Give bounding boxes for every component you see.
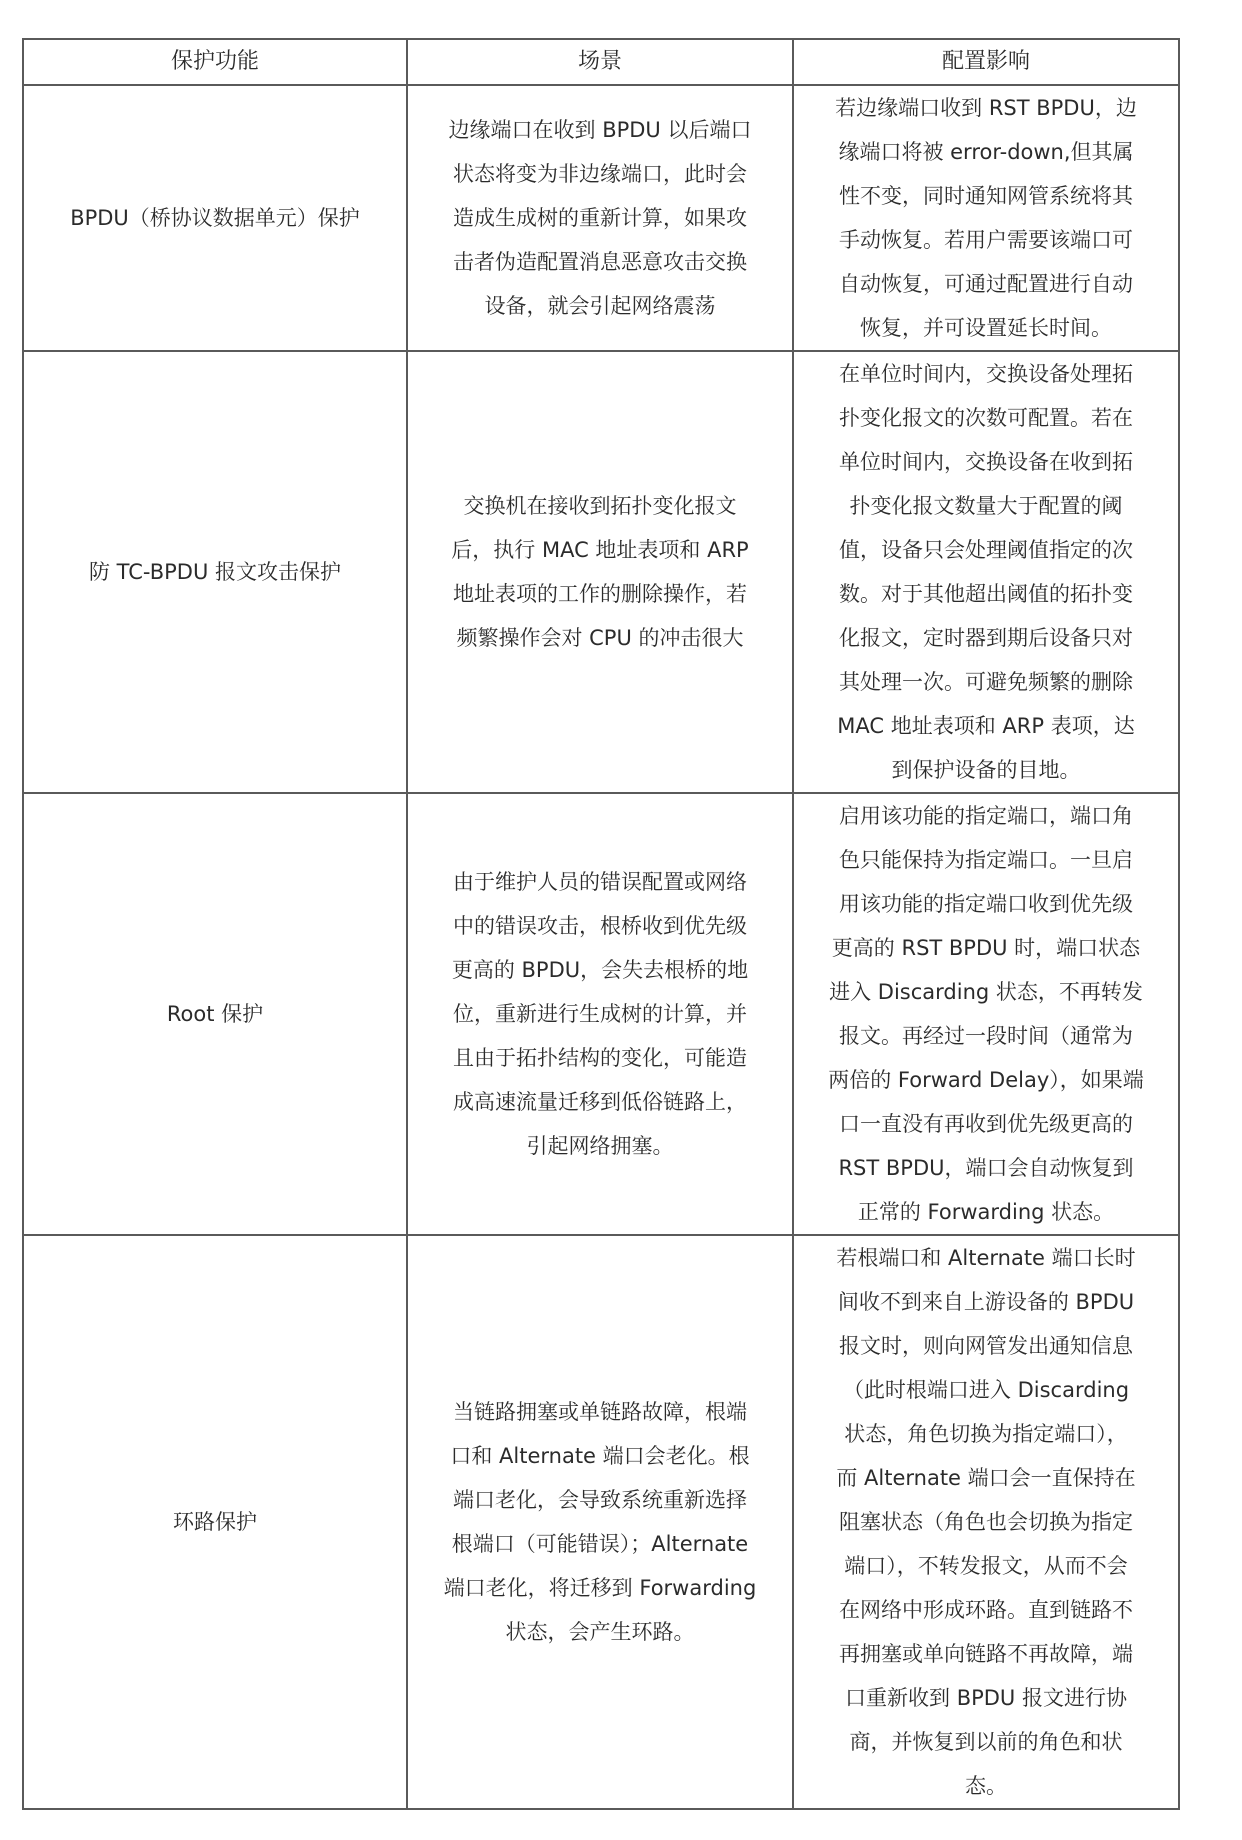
impact-text-line: 报文时，则向网管发出通知信息: [839, 1334, 1133, 1358]
scenario-cell: [407, 793, 793, 1235]
impact-text-line: 在单位时间内，交换设备处理拓: [839, 362, 1133, 386]
impact-text-line: 正常的 Forwarding 状态。: [857, 1200, 1115, 1224]
scenario-text-line: 口和 Alternate 端口会老化。根: [450, 1444, 750, 1468]
scenario-text-line: 引起网络拥塞。: [526, 1134, 674, 1158]
impact-text-line: 其处理一次。可避免频繁的删除: [839, 670, 1133, 694]
scenario-text-line: 位，重新进行生成树的计算，并: [453, 1002, 747, 1026]
scenario-text-line: 且由于拓扑结构的变化，可能造: [453, 1046, 747, 1070]
scenario-text-line: 端口老化，会导致系统重新选择: [453, 1488, 747, 1512]
impact-text-line: 恢复，并可设置延长时间。: [860, 316, 1112, 340]
impact-text-line: 值，设备只会处理阈值指定的次: [839, 538, 1133, 562]
impact-text-line: RST BPDU，端口会自动恢复到: [838, 1156, 1134, 1180]
header-scenario: 场景: [407, 39, 793, 85]
scenario-text-line: 边缘端口在收到 BPDU 以后端口: [448, 118, 752, 142]
table-header-row: [23, 39, 1179, 85]
impact-text-line: 报文。再经过一段时间（通常为: [839, 1024, 1133, 1048]
feature-cell: [23, 85, 407, 351]
impact-text-line: 两倍的 Forward Delay），如果端: [828, 1068, 1144, 1092]
impact-text-line: 扑变化报文数量大于配置的阈: [849, 494, 1123, 518]
table-row: [23, 85, 1179, 351]
table-row: [23, 793, 1179, 1235]
impact-text-line: 色只能保持为指定端口。一旦启: [839, 848, 1133, 872]
table-row: [23, 1235, 1179, 1809]
scenario-text-line: 根端口（可能错误）；Alternate: [451, 1532, 749, 1556]
impact-text-line: 进入 Discarding 状态，不再转发: [829, 980, 1143, 1004]
feature-label: 环路保护: [173, 1510, 257, 1534]
header-feature: 保护功能: [23, 39, 407, 85]
scenario-cell: [407, 1235, 793, 1809]
impact-text-line: 到保护设备的目地。: [891, 758, 1081, 782]
impact-cell: [793, 1235, 1179, 1809]
impact-text-line: 在网络中形成环路。直到链路不: [839, 1598, 1133, 1622]
impact-text-line: 数。对于其他超出阈值的拓扑变: [839, 582, 1133, 606]
feature-label: 防 TC-BPDU 报文攻击保护: [88, 560, 342, 584]
impact-text-line: 化报文，定时器到期后设备只对: [839, 626, 1133, 650]
feature-cell: [23, 793, 407, 1235]
impact-text-line: 手动恢复。若用户需要该端口可: [839, 228, 1133, 252]
impact-text-line: 阻塞状态（角色也会切换为指定: [839, 1510, 1133, 1534]
scenario-text-line: 端口老化，将迁移到 Forwarding: [443, 1576, 757, 1600]
feature-cell: [23, 351, 407, 793]
impact-text-line: 若根端口和 Alternate 端口长时: [836, 1246, 1136, 1270]
table-row: [23, 351, 1179, 793]
impact-text-line: 口重新收到 BPDU 报文进行协: [845, 1686, 1127, 1710]
feature-label: BPDU（桥协议数据单元）保护: [70, 206, 360, 230]
header-impact: 配置影响: [793, 39, 1179, 85]
impact-text-line: 缘端口将被 error-down,但其属: [838, 140, 1134, 164]
impact-text-line: 间收不到来自上游设备的 BPDU: [837, 1290, 1135, 1314]
impact-cell: [793, 85, 1179, 351]
impact-text-line: 扑变化报文的次数可配置。若在: [839, 406, 1133, 430]
scenario-text-line: 设备，就会引起网络震荡: [484, 294, 716, 318]
scenario-text-line: 成高速流量迁移到低俗链路上，: [453, 1090, 747, 1114]
scenario-text-line: 后，执行 MAC 地址表项和 ARP: [451, 538, 749, 562]
scenario-text-line: 当链路拥塞或单链路故障，根端: [453, 1400, 747, 1424]
impact-text-line: 性不变，同时通知网管系统将其: [839, 184, 1133, 208]
impact-text-line: 口一直没有再收到优先级更高的: [839, 1112, 1133, 1136]
impact-text-line: 而 Alternate 端口会一直保持在: [836, 1466, 1136, 1490]
scenario-text-line: 造成生成树的重新计算，如果攻: [453, 206, 747, 230]
feature-label: Root 保护: [166, 1002, 264, 1026]
impact-text-line: 端口），不转发报文，从而不会: [844, 1554, 1128, 1578]
impact-text-line: 若边缘端口收到 RST BPDU，边: [835, 96, 1137, 120]
impact-text-line: 用该功能的指定端口收到优先级: [839, 892, 1133, 916]
impact-text-line: （此时根端口进入 Discarding: [842, 1378, 1130, 1402]
scenario-text-line: 状态将变为非边缘端口，此时会: [453, 162, 747, 186]
impact-text-line: 更高的 RST BPDU 时，端口状态: [831, 936, 1141, 960]
scenario-text-line: 频繁操作会对 CPU 的冲击很大: [456, 626, 744, 650]
scenario-text-line: 更高的 BPDU，会失去根桥的地: [451, 958, 749, 982]
protection-features-table: [22, 38, 1180, 1810]
impact-text-line: 启用该功能的指定端口，端口角: [839, 804, 1133, 828]
impact-text-line: 单位时间内，交换设备在收到拓: [839, 450, 1133, 474]
scenario-text-line: 地址表项的工作的删除操作，若: [453, 582, 747, 606]
impact-cell: [793, 793, 1179, 1235]
scenario-text-line: 中的错误攻击，根桥收到优先级: [453, 914, 747, 938]
feature-cell: [23, 1235, 407, 1809]
scenario-text-line: 交换机在接收到拓扑变化报文: [463, 494, 737, 518]
scenario-text-line: 状态，会产生环路。: [505, 1620, 695, 1644]
impact-cell: [793, 351, 1179, 793]
impact-text-line: MAC 地址表项和 ARP 表项，达: [837, 714, 1135, 738]
scenario-cell: [407, 85, 793, 351]
impact-text-line: 态。: [965, 1774, 1007, 1798]
impact-text-line: 自动恢复，可通过配置进行自动: [839, 272, 1133, 296]
scenario-text-line: 击者伪造配置消息恶意攻击交换: [453, 250, 747, 274]
scenario-text-line: 由于维护人员的错误配置或网络: [453, 870, 747, 894]
scenario-cell: [407, 351, 793, 793]
impact-text-line: 商，并恢复到以前的角色和状: [849, 1730, 1123, 1754]
impact-text-line: 再拥塞或单向链路不再故障，端: [839, 1642, 1133, 1666]
impact-text-line: 状态，角色切换为指定端口），: [844, 1422, 1128, 1446]
